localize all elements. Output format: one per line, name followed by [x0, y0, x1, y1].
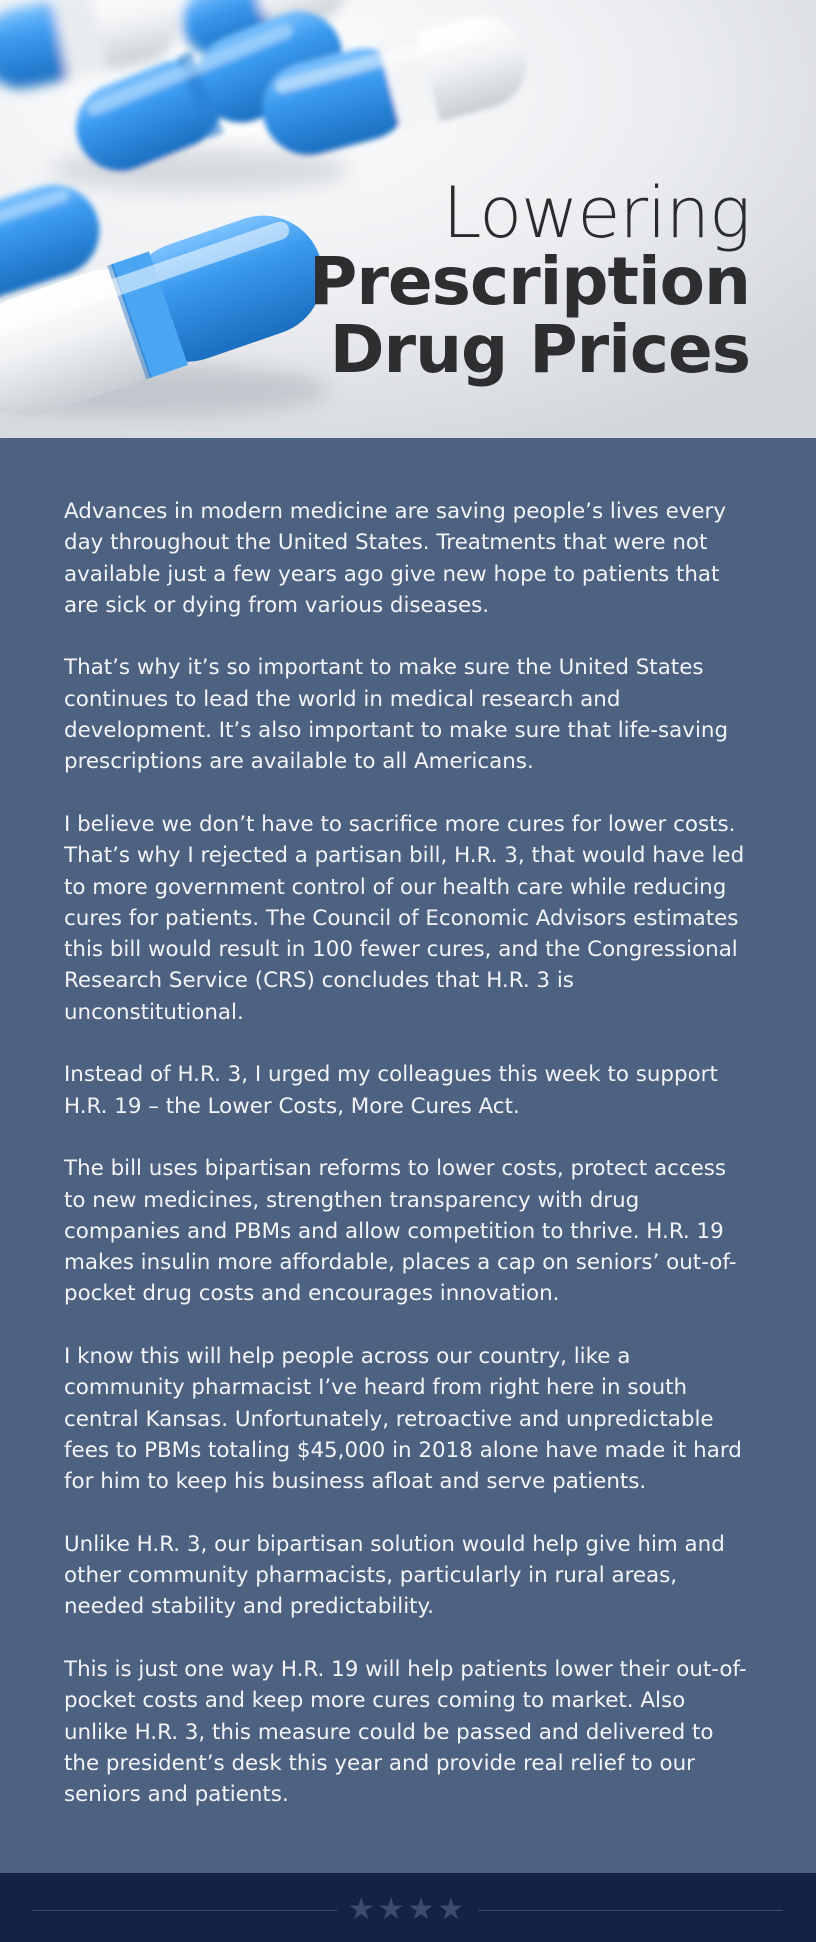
- article-paragraph: The bill uses bipartisan reforms to lower costs, protect access to new medicines, strengthen transparency with drug companies and PBMs and allow competition to thrive. H.R. 19 makes insulin more affordable, places a cap on seniors’ out-of-pocket drug costs and encourages innovation.: [64, 1156, 737, 1307]
- star-icon: ★★★★: [347, 1892, 468, 1927]
- title-line-lowering: Lowering: [442, 172, 750, 254]
- article-body: [64, 496, 754, 1842]
- footer-divider-right: [478, 1910, 783, 1911]
- title-line-prescription: Prescription: [308, 243, 750, 320]
- article-paragraph: This is just one way H.R. 19 will help patients lower their out-of-pocket costs and keep more cures coming to market. Also unlike H.R. 3, this measure could be passed and delivered to the president’s desk this year and provide real relief to our seniors and patients.: [64, 1656, 747, 1808]
- page-title: [308, 172, 750, 388]
- article-paragraph: Instead of H.R. 3, I urged my colleagues this week to support H.R. 19 – the Lower Costs, More Cures Act.: [64, 1062, 718, 1119]
- article-paragraph: That’s why it’s so important to make sure the United States continues to lead the world in medical research and development. It’s also important to make sure that life-saving prescriptions are available to all Americans.: [64, 655, 729, 775]
- hero-banner: [0, 0, 816, 438]
- title-line-drug-prices: Drug Prices: [329, 311, 750, 388]
- footer-divider-left: [32, 1910, 337, 1911]
- footer: [0, 1873, 816, 1942]
- article-paragraph: I believe we don’t have to sacrifice more cures for lower costs. That’s why I rejected a partisan bill, H.R. 3, that would have led to more government control of our health care while reducing cures for patients. The Council of Economic Advisors estimates this bill would result in 100 fewer cures, and the Congressional Research Service (CRS) concludes that H.R. 3 is unconstitutional.: [64, 811, 745, 1025]
- article-paragraph: I know this will help people across our country, like a community pharmacist I’ve heard from right here in south central Kansas. Unfortunately, retroactive and unpredictable fees to PBMs totaling $45,000 in 2018 alone have made it hard for him to keep his business afloat and serve patients.: [64, 1344, 742, 1495]
- article-paragraph: Advances in modern medicine are saving people’s lives every day throughout the United States. Treatments that were not available just a few years ago give new hope to patients that are sick or dying from various diseases.: [64, 499, 727, 618]
- article-paragraph: Unlike H.R. 3, our bipartisan solution would help give him and other community pharmacists, particularly in rural areas, needed stability and predictability.: [64, 1531, 725, 1620]
